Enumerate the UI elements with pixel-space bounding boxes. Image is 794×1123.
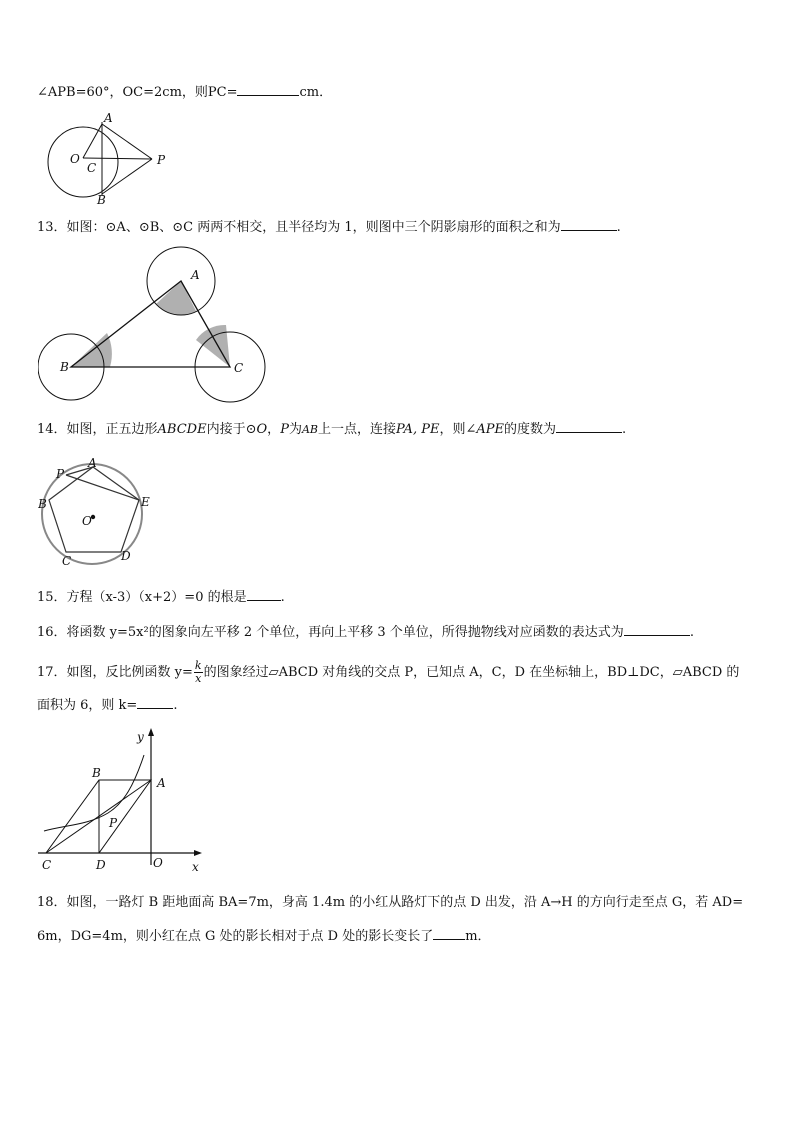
q15-text: 15．方程（x-3）（x+2）=0 的根是: [37, 590, 247, 605]
q14-point-p: P: [280, 422, 289, 437]
label-b: B: [92, 766, 101, 780]
label-p: P: [157, 153, 166, 167]
figure-q12: [40, 110, 180, 210]
q14-angle: ∠APE: [465, 422, 504, 437]
x-axis-arrow: [194, 850, 202, 856]
q17-text-line2: [37, 696, 177, 715]
q14-circle-name: ⊙O: [245, 422, 268, 437]
label-y: y: [137, 730, 144, 744]
q12-text: ∠APB=60°，OC=2cm，则PC=: [37, 85, 238, 100]
q17-fraction: [194, 660, 203, 685]
q17-answer-blank[interactable]: [137, 696, 173, 709]
label-b: B: [60, 360, 69, 374]
q17-frac-num: k: [194, 659, 202, 672]
label-p: P: [109, 816, 118, 830]
q16-text: 16．将函数 y=5x²的图象向左平移 2 个单位，再向上平移 3 个单位，所得抛物线对应函数的表达式为: [37, 625, 624, 640]
label-b: B: [97, 193, 106, 207]
label-x: x: [192, 860, 199, 874]
q14-part7: 的度数为: [504, 422, 557, 437]
label-c: C: [42, 858, 52, 872]
q14-text-line: [37, 420, 626, 439]
q12-answer-blank[interactable]: [237, 83, 299, 96]
q14-arc: AB: [301, 423, 318, 436]
segment-oa: [83, 124, 102, 158]
y-axis-arrow: [148, 728, 154, 736]
q15-answer-blank[interactable]: [247, 588, 281, 601]
q17-part1: 17．如图，反比例函数 y=: [37, 665, 193, 680]
label-b: B: [38, 497, 47, 511]
q12-unit: cm．: [299, 85, 333, 100]
tangent-pa: [102, 124, 152, 159]
q14-segments: PA, PE: [396, 422, 440, 437]
q17-frac-den: x: [195, 672, 202, 685]
figure-q13: [38, 245, 270, 405]
label-o: O: [153, 856, 163, 870]
q14-part1: 14．如图，正五边形: [37, 422, 158, 437]
q16-answer-blank[interactable]: [624, 623, 690, 636]
q18-text-line2: [37, 927, 491, 946]
label-d: D: [96, 858, 106, 872]
label-c: C: [87, 161, 97, 175]
label-o: O: [70, 152, 80, 166]
q16-text-line: [37, 623, 694, 642]
q18-answer-blank[interactable]: [433, 927, 465, 940]
q18-line2: 6m，DG=4m，则小红在点 G 处的影长相对于点 D 处的影长变长了: [37, 929, 434, 944]
label-a: A: [157, 776, 166, 790]
figure-q17: [36, 725, 208, 877]
figure-q14: [38, 455, 158, 570]
label-o: O: [82, 514, 92, 528]
q14-polygon-name: ABCDE: [157, 422, 207, 437]
circle-o: [48, 127, 118, 197]
tangent-pb: [102, 159, 152, 194]
q14-answer-blank[interactable]: [556, 420, 622, 433]
q14-part5: 上一点，连接: [317, 422, 396, 437]
label-c: C: [62, 554, 72, 568]
label-a: A: [104, 111, 113, 125]
q14-end: .: [622, 422, 627, 437]
q12-text-line: [37, 83, 332, 102]
label-e: E: [141, 495, 150, 509]
label-c: C: [234, 361, 244, 375]
q17-text-line1: [37, 660, 739, 685]
q13-text-line: [37, 218, 621, 237]
q13-end: .: [616, 220, 621, 235]
q18-text-line1: [37, 894, 743, 912]
q15-end: .: [280, 590, 285, 605]
q13-text: 13．如图：⊙A、⊙B、⊙C 两两不相交，且半径均为 1，则图中三个阴影扇形的面积之和为: [37, 220, 561, 235]
q15-text-line: [37, 588, 285, 607]
label-a: A: [88, 456, 97, 470]
label-p: P: [56, 467, 65, 481]
q14-part4: 为: [288, 422, 302, 437]
q17-part2: 的图象经过▱ABCD 对角线的交点 P，已知点 A，C，D 在坐标轴上，BD⊥DC，▱ABCD 的: [203, 665, 740, 680]
q16-end: .: [689, 625, 694, 640]
q17-end: .: [173, 698, 178, 713]
q18-unit: m．: [465, 929, 491, 944]
q14-part2: 内接于: [206, 422, 246, 437]
q18-line1: 18．如图，一路灯 B 距地面高 BA=7m，身高 1.4m 的小红从路灯下的点 D 出发，沿 A→H 的方向行走至点 G，若 AD=: [37, 895, 744, 910]
label-a: A: [191, 268, 200, 282]
label-d: D: [121, 549, 131, 563]
sector-c-shaded: [196, 325, 230, 367]
q13-answer-blank[interactable]: [561, 218, 617, 231]
segment-op: [83, 158, 152, 159]
q14-part6: ，则: [439, 422, 466, 437]
q17-line2: 面积为 6，则 k=: [37, 698, 138, 713]
q14-part3: ，: [267, 422, 281, 437]
